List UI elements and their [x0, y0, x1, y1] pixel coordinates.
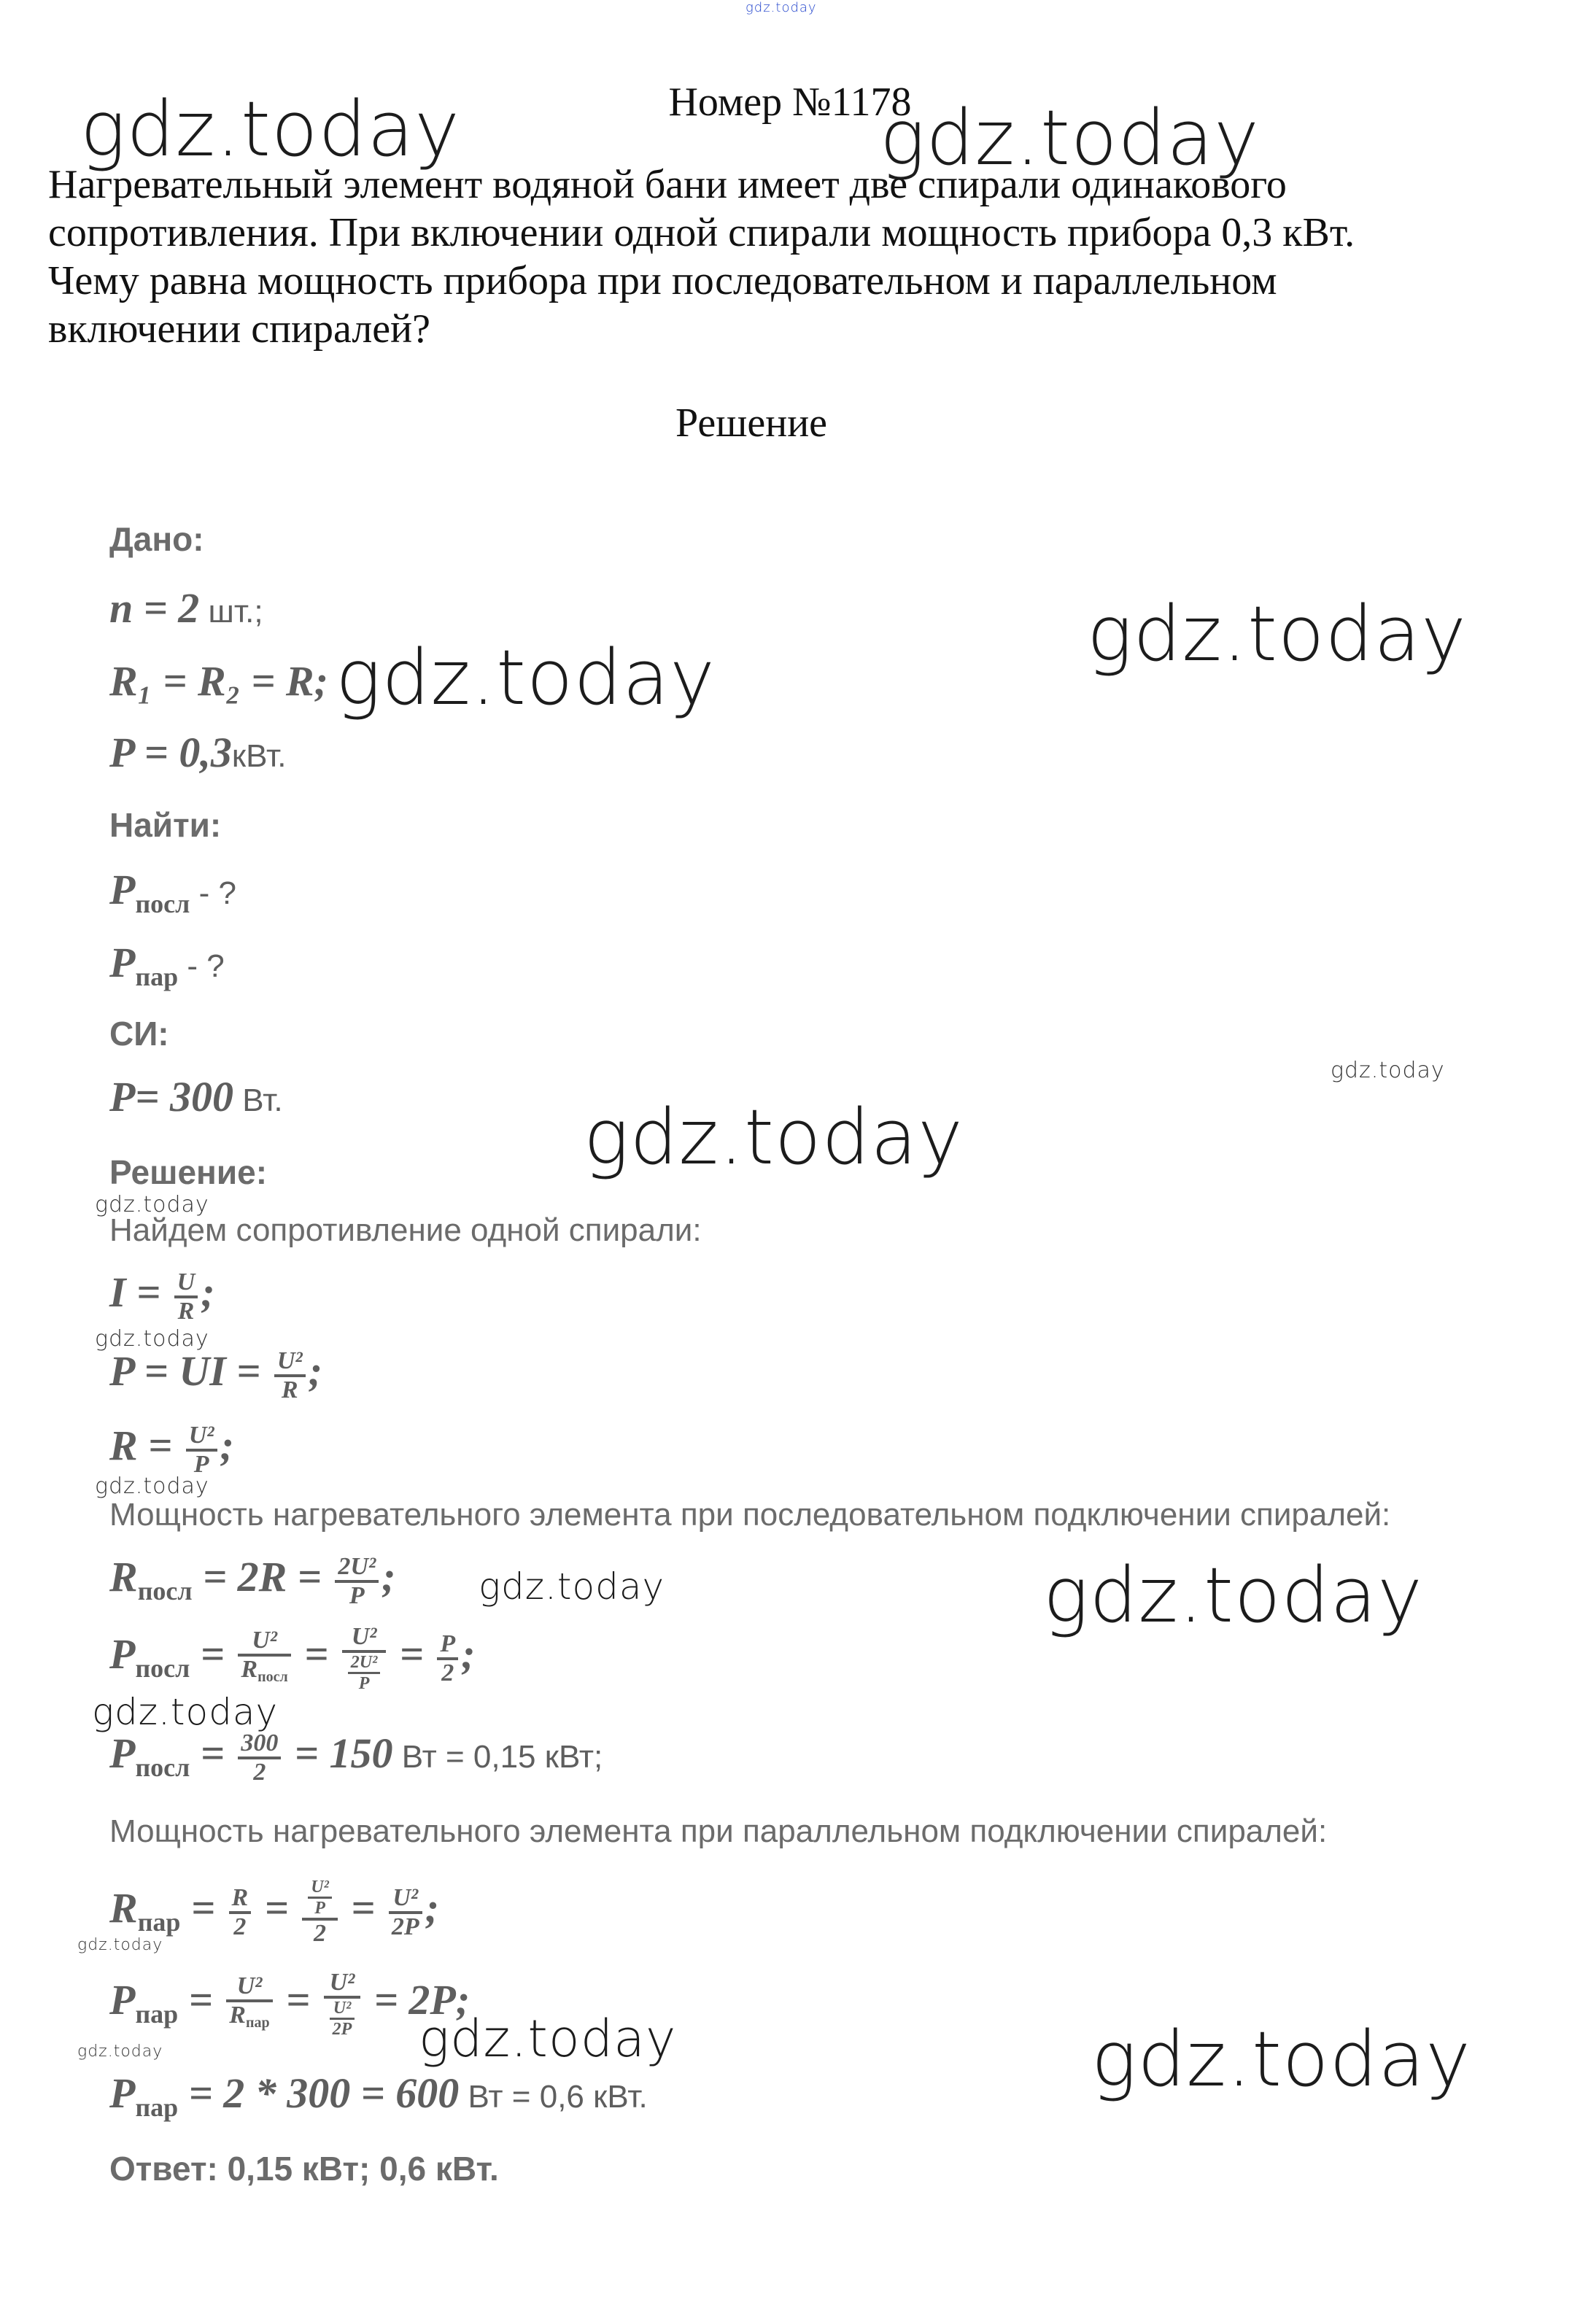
watermark: gdz.today	[77, 1936, 163, 1954]
find-label: Найти:	[109, 806, 222, 844]
formula-p-parallel: $P_{пар}$ = $\frac{\text{U²}}{R_{пар}}$ = $\frac{\text{U²}}{\frac{\text{U²}}{2P}}$ = 2P;	[109, 1969, 470, 2039]
text-series: Мощность нагревательного элемента при последовательном подключении спиралей:	[109, 1497, 1391, 1533]
watermark: gdz.today	[584, 1093, 964, 1182]
page-title: Номер №1178	[668, 80, 912, 125]
watermark: gdz.today	[1043, 1551, 1423, 1640]
task-line: Чему равна мощность прибора при последовательном и параллельном	[48, 258, 1277, 303]
formula-current: I = $\frac{U}{R}$ ;	[109, 1268, 215, 1325]
watermark: gdz.today	[95, 1473, 209, 1499]
find-p-parallel: $P_{пар}$ - ?	[109, 939, 225, 991]
watermark-top: gdz.today	[746, 0, 817, 15]
given-p: P = 0,3кВт.	[109, 729, 287, 776]
answer: Ответ: 0,15 кВт; 0,6 кВт.	[109, 2150, 499, 2188]
watermark: gdz.today	[880, 93, 1260, 182]
watermark: gdz.today	[95, 1326, 209, 1352]
task-line: включении спиралей?	[48, 306, 430, 352]
watermark: gdz.today	[419, 2009, 677, 2069]
find-p-series: $P_{посл}$ - ?	[109, 866, 236, 918]
watermark: gdz.today	[1091, 2015, 1471, 2104]
given-r: R₁ = R₂ = R;	[109, 657, 328, 705]
formula-p-parallel-value: $P_{пар} = 2 * 300 = 600$ Вт = 0,6 кВт.	[109, 2069, 648, 2122]
task-line: сопротивления. При включении одной спирали мощность прибора 0,3 кВт.	[48, 210, 1355, 255]
watermark: gdz.today	[336, 633, 716, 722]
formula-resistance: R = $\frac{\text{U²}}{P}$ ;	[109, 1421, 234, 1478]
formula-r-series: $R_{посл} = 2R$ = $\frac{\text{2U²}}{P}$ ;	[109, 1552, 396, 1609]
given-n: n = 2 шт.;	[109, 584, 263, 632]
watermark: gdz.today	[95, 1192, 209, 1217]
formula-p-series-value: $P_{посл}$ = $\frac{300}{2}$ = 150 Вт = 0,15 кВт;	[109, 1729, 603, 1786]
text-parallel: Мощность нагревательного элемента при параллельном подключении спиралей:	[109, 1813, 1328, 1849]
formula-power: P = UI = $\frac{\text{U²}}{R}$ ;	[109, 1347, 322, 1403]
watermark: gdz.today	[479, 1565, 665, 1608]
watermark: gdz.today	[1087, 589, 1467, 678]
watermark: gdz.today	[77, 2042, 163, 2061]
si-p: P= 300 Вт.	[109, 1073, 283, 1120]
watermark: gdz.today	[1331, 1058, 1445, 1083]
text-resistance: Найдем сопротивление одной спирали:	[109, 1212, 702, 1248]
solution-label: Решение:	[109, 1153, 268, 1191]
watermark: gdz.today	[92, 1691, 279, 1733]
formula-p-series: $P_{посл}$ = $\frac{\text{U²}}{R_{посл}}$ = $\frac{\text{U²}}{\frac{\text{2U²}}{P}}$ = $\frac{P}{2}$ ;	[109, 1623, 476, 1693]
given-label: Дано:	[109, 520, 204, 558]
task-text	[48, 160, 1522, 353]
task-line: Нагревательный элемент водяной бани имеет две спирали одинакового	[48, 162, 1287, 207]
watermark: gdz.today	[80, 85, 460, 174]
si-label: СИ:	[109, 1015, 169, 1053]
formula-r-parallel: $R_{пар}$ = $\frac{R}{2}$ = $\frac{\frac{\text{U²}}{P}}{2}$ = $\frac{\text{U²}}{2P}$ ;	[109, 1878, 439, 1947]
solution-heading: Решение	[675, 400, 828, 446]
